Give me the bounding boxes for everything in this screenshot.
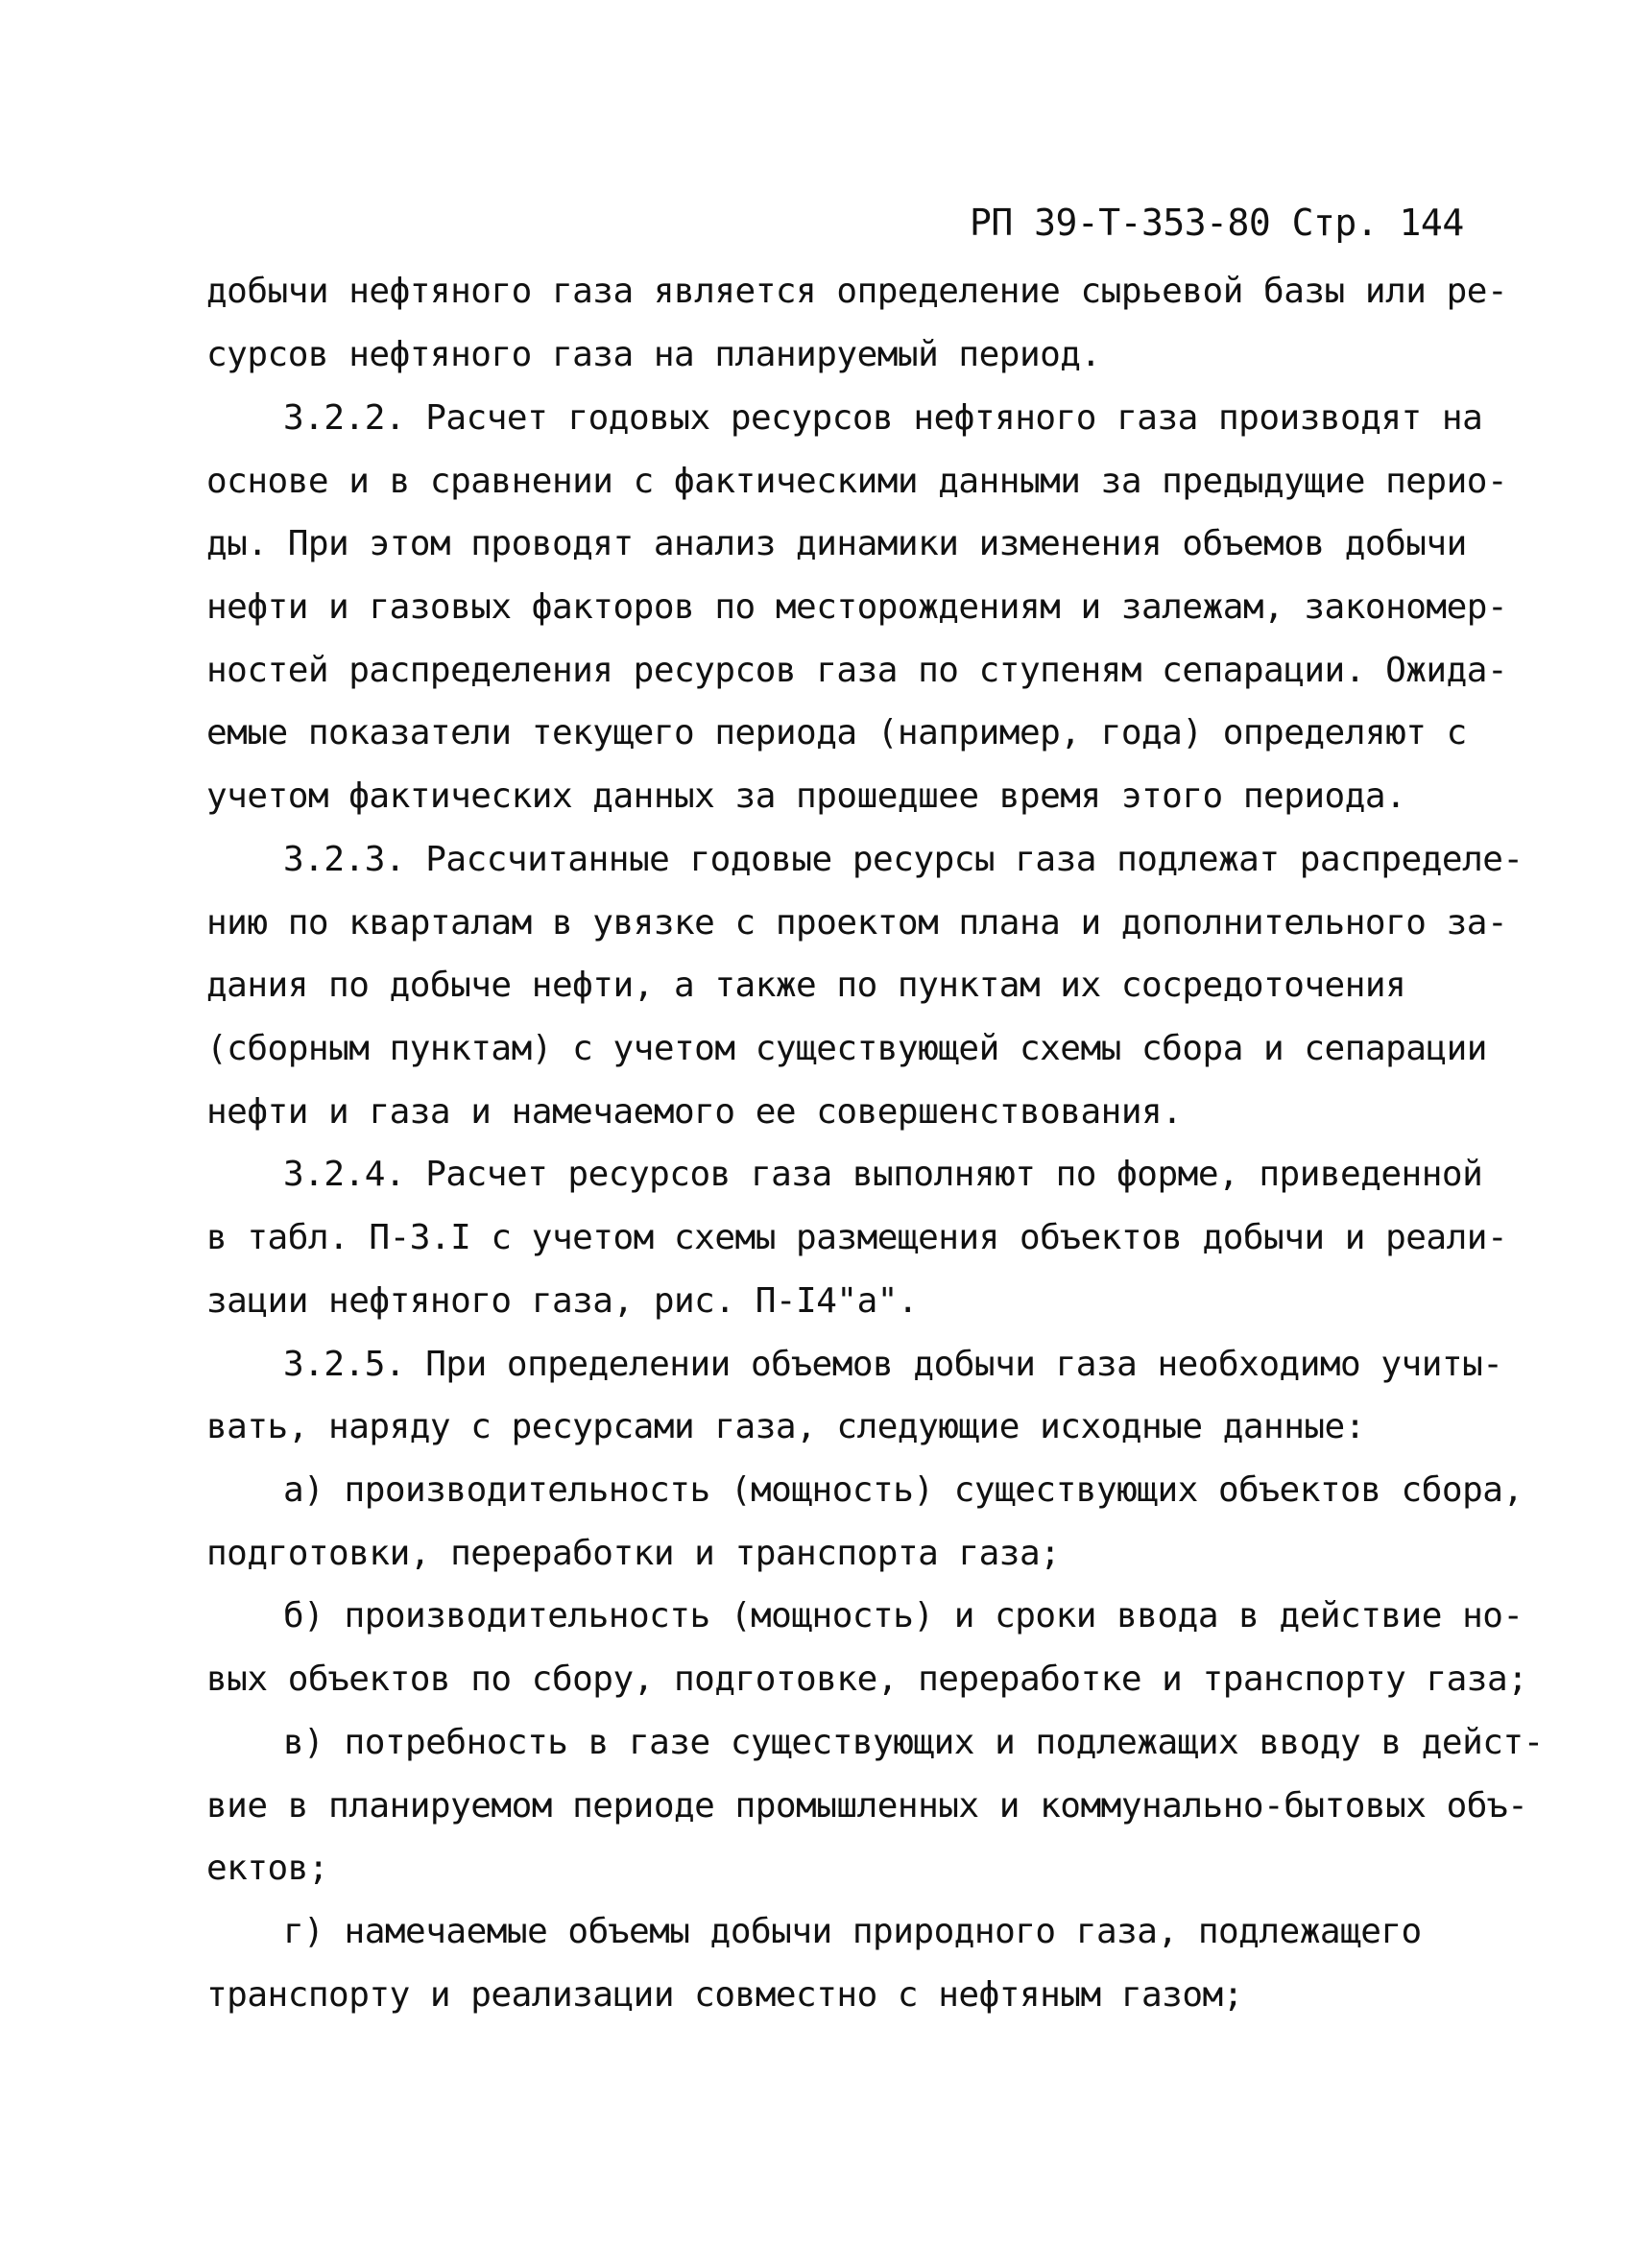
page-header: РП 39-Т-353-80 Стр. 144 [970,202,1464,244]
list-item-b: б) производительность (мощность) и сроки ввода в действие но- [283,1596,1524,1635]
paragraph-start: 3.2.4. Расчет ресурсов газа выполняют по форме, приведенной [283,1155,1483,1194]
text-line: вать, наряду с ресурсами газа, следующие исходные данные: [206,1407,1365,1446]
text-line: зации нефтяного газа, рис. П-I4"а". [206,1281,919,1321]
text-line: ностей распределения ресурсов газа по ступеням сепарации. Ожида- [206,651,1508,690]
text-line: (сборным пунктам) с учетом существующей схемы сбора и сепарации [206,1029,1487,1068]
paragraph-start: 3.2.2. Расчет годовых ресурсов нефтяного газа производят на [283,398,1483,438]
list-item-g: г) намечаемые объемы добычи природного газа, подлежащего [283,1912,1422,1951]
text-line: сурсов нефтяного газа на планируемый период. [206,335,1101,374]
text-line: добычи нефтяного газа является определение сырьевой базы или ре- [206,272,1508,311]
text-line: в табл. П-3.I с учетом схемы размещения объектов добычи и реали- [206,1218,1508,1257]
text-line: учетом фактических данных за прошедшее время этого периода. [206,776,1406,816]
text-line: нию по кварталам в увязке с проектом плана и дополнительного за- [206,903,1508,943]
text-line: подготовки, переработки и транспорта газа; [206,1534,1061,1573]
list-item-a: а) производительность (мощность) существующих объектов сбора, [283,1470,1524,1510]
text-line: дания по добыче нефти, а также по пунктам их сосредоточения [206,966,1406,1005]
paragraph-start: 3.2.5. При определении объемов добычи газа необходимо учиты- [283,1345,1503,1384]
paragraph-start: 3.2.3. Рассчитанные годовые ресурсы газа подлежат распределе- [283,840,1524,879]
text-line: ды. При этом проводят анализ динамики изменения объемов добычи [206,524,1467,563]
text-line: вие в планируемом периоде промышленных и коммунально-бытовых объ- [206,1786,1528,1826]
text-line: нефти и газа и намечаемого ее совершенствования. [206,1092,1183,1132]
text-line: емые показатели текущего периода (например, года) определяют с [206,713,1467,752]
text-line: нефти и газовых факторов по месторождениям и залежам, закономер- [206,587,1508,627]
text-line: вых объектов по сбору, подготовке, переработке и транспорту газа; [206,1659,1528,1699]
text-line: основе и в сравнении с фактическими данными за предыдущие перио- [206,462,1508,501]
text-line: транспорту и реализации совместно с нефтяным газом; [206,1975,1243,2015]
list-item-v: в) потребность в газе существующих и подлежащих вводу в дейст- [283,1723,1544,1762]
text-line: ектов; [206,1849,329,1888]
